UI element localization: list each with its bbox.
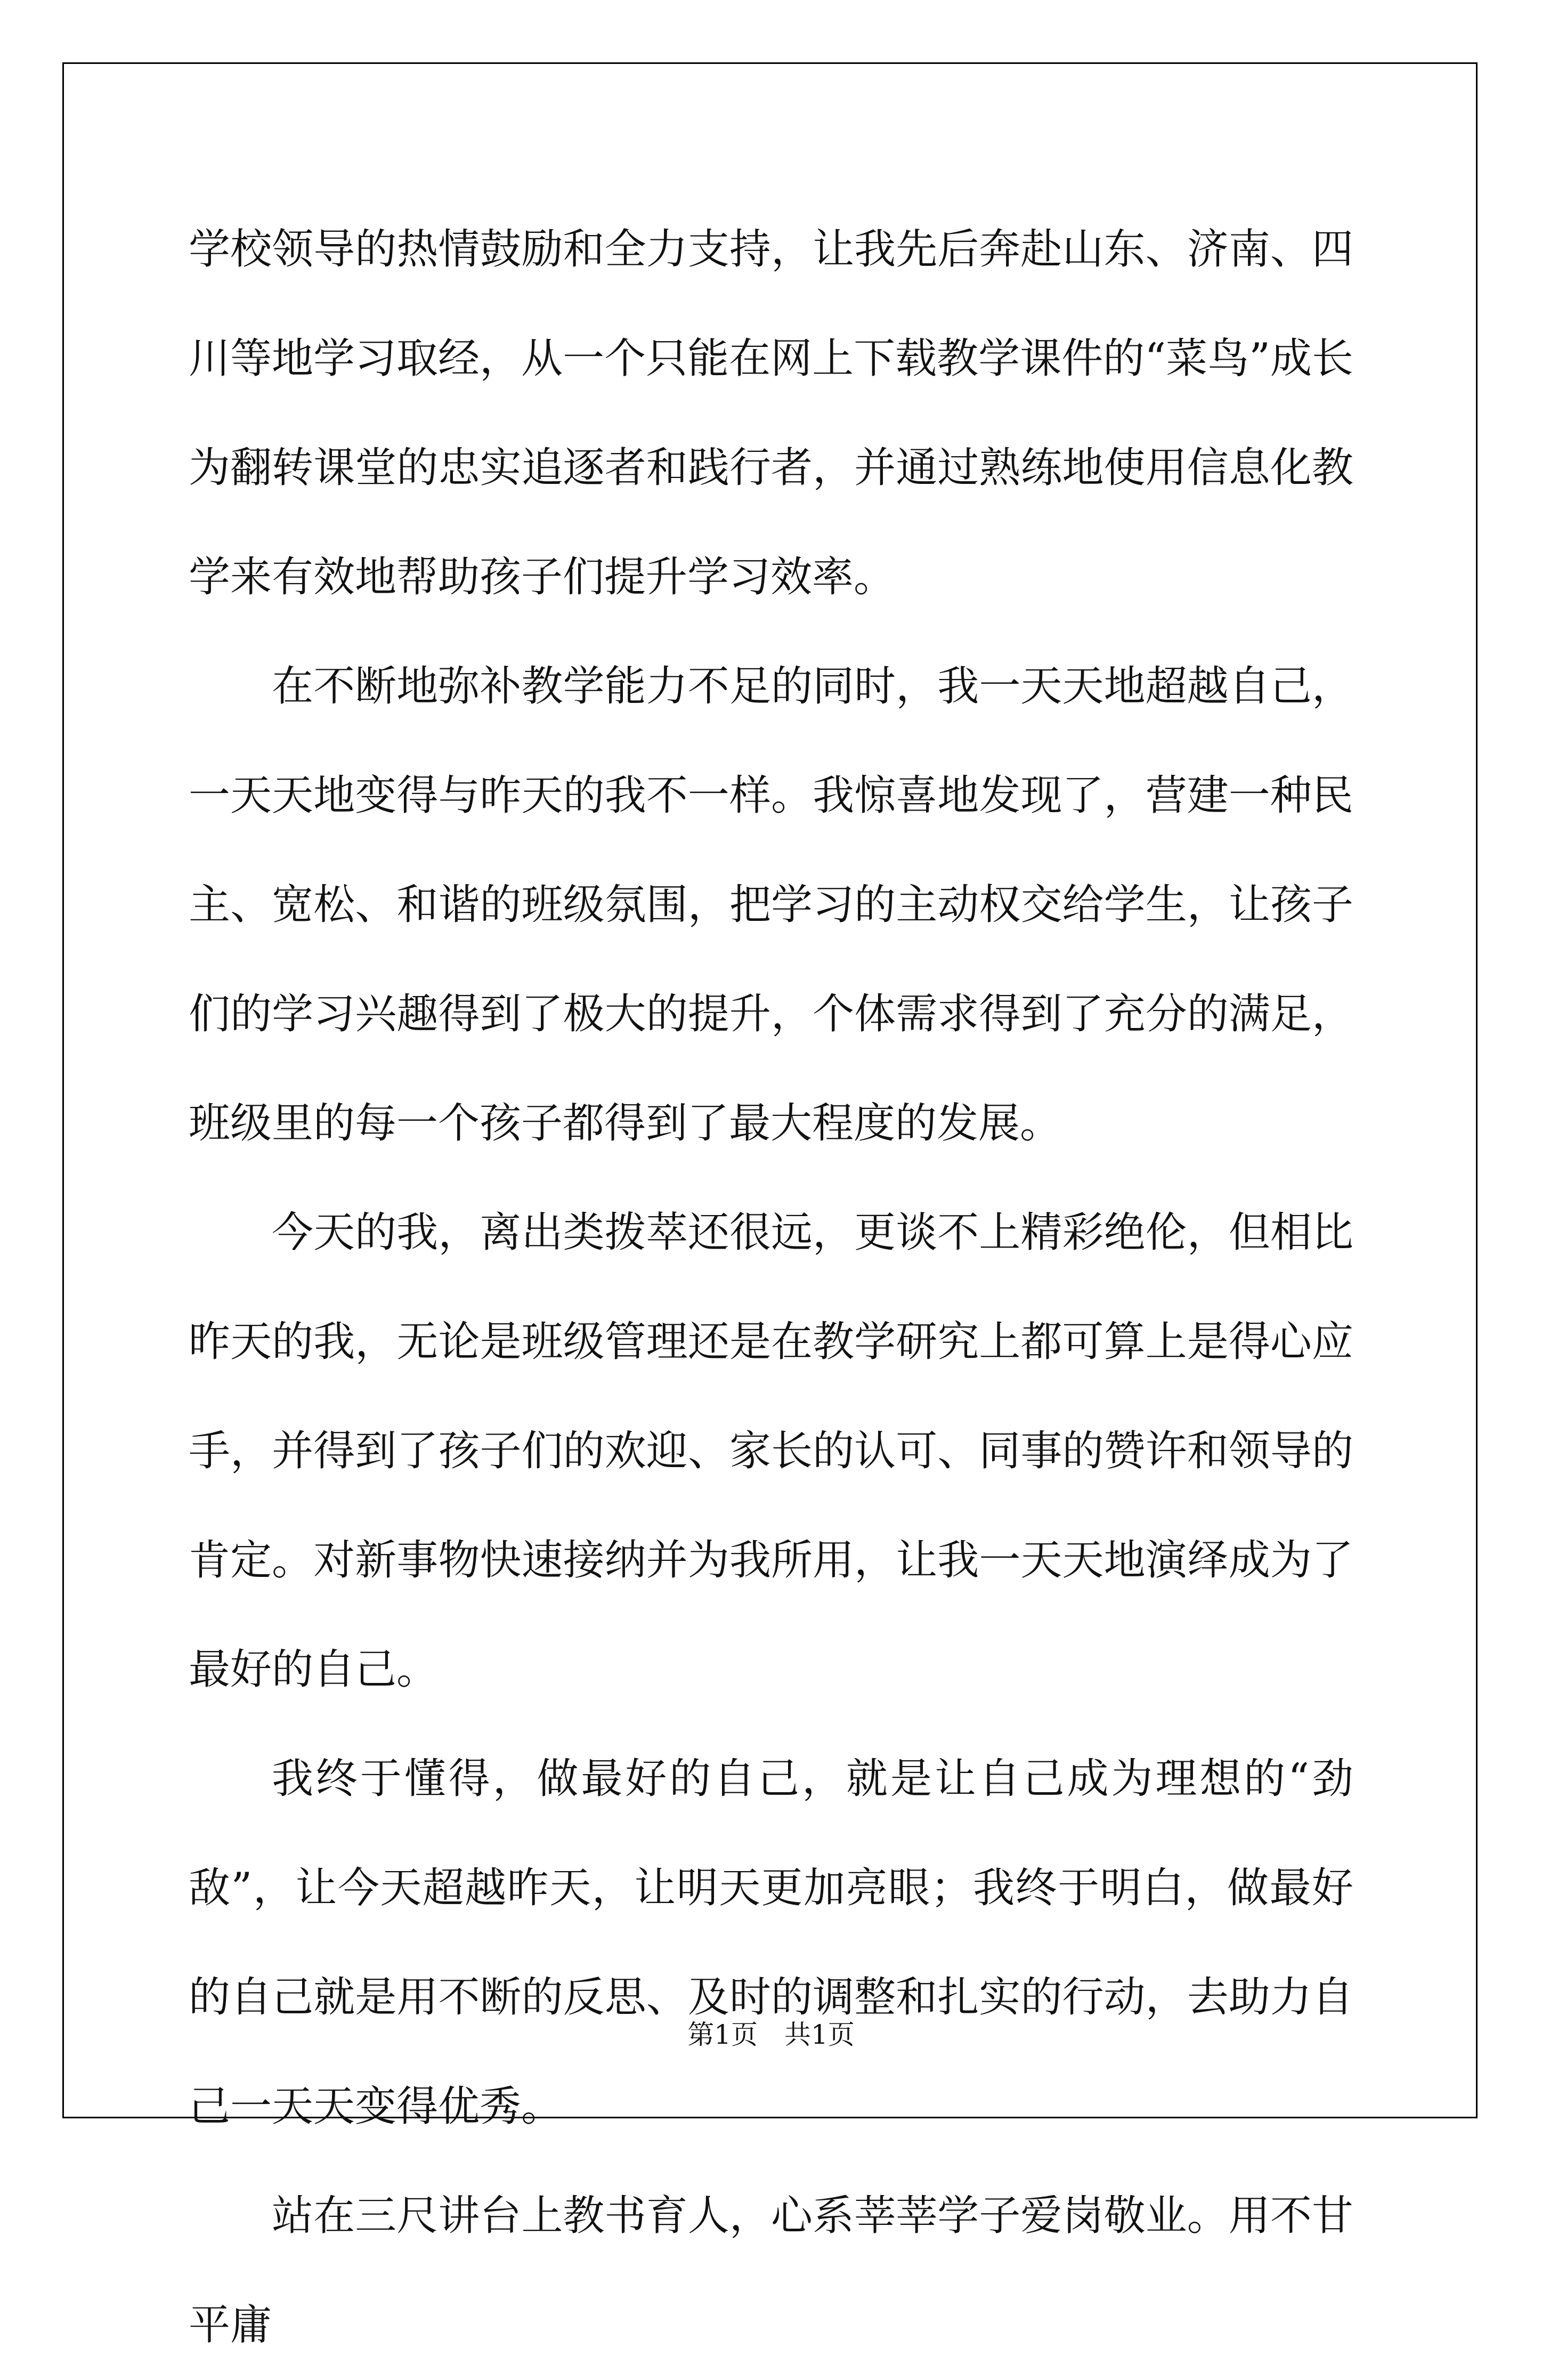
page-footer: 第1页 共1页 (687, 2019, 855, 2050)
document-body (189, 195, 1353, 2380)
paragraph: 学校领导的热情鼓励和全力支持，让我先后奔赴山东、济南、四川等地学习取经，从一个只能在网上下载教学课件的“菜鸟”成长为翻转课堂的忠实追逐者和践行者，并通过熟练地使用信息化教学来有效地帮助孩子们提升学习效率。 (189, 225, 1353, 601)
paragraph: 我终于懂得，做最好的自己，就是让自己成为理想的“劲敌”，让今天超越昨天，让明天更加亮眼；我终于明白，做最好的自己就是用不断的反思、及时的调整和扎实的行动，去助力自己一天天变得优秀。 (189, 1755, 1353, 2131)
paragraph: 在不断地弥补教学能力不足的同时，我一天天地超越自己，一天天地变得与昨天的我不一样。我惊喜地发现了，营建一种民主、宽松、和谐的班级氛围，把学习的主动权交给学生，让孩子们的学习兴趣得到了极大的提升，个体需求得到了充分的满足，班级里的每一个孩子都得到了最大程度的发展。 (189, 662, 1353, 1147)
paragraph: 站在三尺讲台上教书育人，心系莘莘学子爱岗敬业。用不甘平庸 (189, 2192, 1353, 2349)
paragraph: 今天的我，离出类拨萃还很远，更谈不上精彩绝伦，但相比昨天的我，无论是班级管理还是在教学研究上都可算上是得心应手，并得到了孩子们的欢迎、家长的认可、同事的赞许和领导的肯定。对新事物快速接纳并为我所用，让我一天天地演绎成为了最好的自己。 (189, 1209, 1353, 1694)
